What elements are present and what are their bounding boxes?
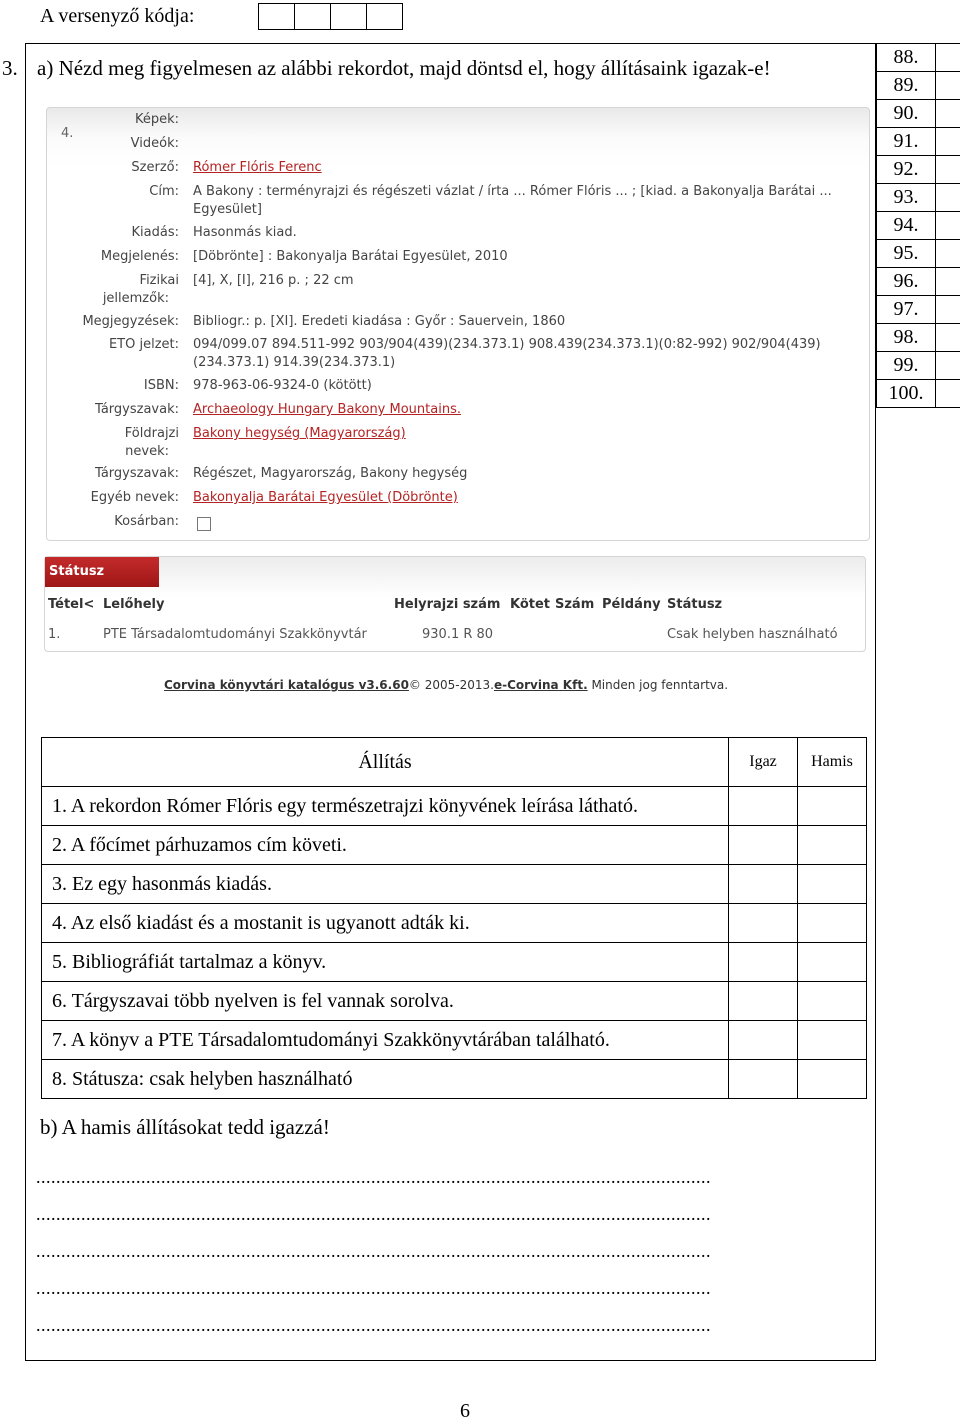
score-row (876, 184, 960, 212)
score-box[interactable] (935, 128, 960, 155)
record-field-link[interactable]: Bakony hegység (Magyarország) (193, 426, 406, 441)
claim-row (42, 982, 867, 1021)
score-number: 91. (876, 128, 935, 155)
score-number: 89. (876, 72, 935, 99)
claims-header-true: Igaz (729, 738, 798, 787)
code-box[interactable] (331, 4, 367, 29)
record-field-value: Bibliogr.: p. [XI]. Eredeti kiadása : Győr : Sauervein, 1860 (193, 314, 566, 329)
claim-row (42, 787, 867, 826)
claim-text: 8. Státusza: csak helyben használható (42, 1060, 729, 1099)
rights-text: Minden jog fenntartva. (587, 678, 729, 692)
true-answer-box[interactable] (729, 826, 798, 865)
score-box[interactable] (935, 44, 960, 71)
record-field-label: Tárgyszavak: (95, 466, 179, 481)
score-row (876, 380, 960, 408)
score-box[interactable] (935, 380, 960, 407)
answer-line[interactable]: ....................................................................................................................................... (36, 1167, 711, 1187)
status-row-callnumber: 930.1 R 80 (422, 627, 494, 642)
code-box[interactable] (295, 4, 331, 29)
record-field-label: jellemzők: (102, 291, 169, 306)
score-row (876, 128, 960, 156)
true-answer-box[interactable] (729, 787, 798, 826)
score-row (876, 296, 960, 324)
score-box[interactable] (935, 324, 960, 351)
record-field-label: Megjelenés: (100, 249, 179, 264)
status-row-index: 1. (48, 627, 61, 642)
record-field-value: Hasonmás kiad. (193, 225, 297, 240)
record-field-link[interactable]: Archaeology Hungary Bakony Mountains. (193, 402, 461, 417)
status-header-item[interactable]: Tétel< (48, 597, 95, 612)
status-tab[interactable]: Státusz (45, 557, 159, 587)
claim-text: 5. Bibliográfiát tartalmaz a könyv. (42, 943, 729, 982)
score-box[interactable] (935, 268, 960, 295)
claims-table (41, 737, 867, 1099)
claims-header-statement: Állítás (42, 738, 729, 787)
false-answer-box[interactable] (798, 943, 867, 982)
record-field-label: Kiadás: (131, 225, 179, 240)
record-field-value: Egyesület] (193, 202, 262, 217)
status-header-status[interactable]: Státusz (667, 597, 723, 612)
status-panel (44, 556, 866, 652)
score-row (876, 72, 960, 100)
record-field-label: Fizikai (139, 273, 179, 288)
page-number: 6 (460, 1400, 470, 1422)
claim-text: 4. Az első kiadást és a mostanit is ugyanott adták ki. (42, 904, 729, 943)
answer-line[interactable]: ....................................................................................................................................... (36, 1315, 711, 1335)
false-answer-box[interactable] (798, 787, 867, 826)
record-field-label: Cím: (149, 184, 179, 199)
status-header-copy[interactable]: Példány (602, 597, 661, 612)
score-box[interactable] (935, 184, 960, 211)
score-row (876, 352, 960, 380)
score-number: 95. (876, 240, 935, 267)
claim-row (42, 1021, 867, 1060)
claim-text: 2. A főcímet párhuzamos cím követi. (42, 826, 729, 865)
score-row (876, 240, 960, 268)
answer-line[interactable]: ....................................................................................................................................... (36, 1204, 711, 1224)
false-answer-box[interactable] (798, 1060, 867, 1099)
score-number: 96. (876, 268, 935, 295)
score-number: 98. (876, 324, 935, 351)
record-field-label: Videók: (130, 136, 179, 151)
score-row (876, 100, 960, 128)
catalog-screenshot (38, 103, 870, 715)
false-answer-box[interactable] (798, 982, 867, 1021)
status-row-status: Csak helyben használható (667, 627, 838, 642)
score-box[interactable] (935, 240, 960, 267)
claim-row (42, 943, 867, 982)
score-number: 92. (876, 156, 935, 183)
score-number: 97. (876, 296, 935, 323)
catalog-footer (164, 678, 728, 692)
record-field-label: Képek: (134, 112, 179, 127)
claim-text: 3. Ez egy hasonmás kiadás. (42, 865, 729, 904)
code-box[interactable] (259, 4, 295, 29)
record-field-label: ETO jelzet: (108, 337, 179, 352)
record-field-link[interactable]: Bakonyalja Barátai Egyesület (Döbrönte) (193, 490, 458, 505)
answer-line[interactable]: ....................................................................................................................................... (36, 1241, 711, 1261)
catalog-version-link[interactable]: Corvina könyvtári katalógus v3.6.60 (164, 678, 409, 692)
record-field-value: A Bakony : terményrajzi és régészeti vázlat / írta ... Rómer Flóris ... ; [kiad. a Bakonyalja Barátai ... (193, 184, 832, 199)
task-a-instruction: a) Nézd meg figyelmesen az alábbi rekordot, majd döntsd el, hogy állításaink igazak-e! (37, 56, 771, 80)
record-field-label: nevek: (125, 444, 169, 459)
task-b-instruction: b) A hamis állításokat tedd igazzá! (40, 1115, 330, 1139)
claim-row (42, 865, 867, 904)
false-answer-box[interactable] (798, 826, 867, 865)
score-box[interactable] (935, 100, 960, 127)
record-number: 4. (61, 126, 74, 141)
score-number: 93. (876, 184, 935, 211)
answer-line[interactable]: ....................................................................................................................................... (36, 1278, 711, 1298)
claim-row (42, 826, 867, 865)
true-answer-box[interactable] (729, 943, 798, 982)
record-field-value: [4], X, [I], 216 p. ; 22 cm (193, 273, 354, 288)
claims-header-false: Hamis (798, 738, 867, 787)
status-header-number[interactable]: Szám (555, 597, 595, 612)
record-field-value: [Döbrönte] : Bakonyalja Barátai Egyesület, 2010 (193, 249, 508, 264)
score-row (876, 43, 960, 72)
status-header-callnumber[interactable]: Helyrajzi szám (394, 597, 501, 612)
record-field-label: Tárgyszavak: (95, 402, 179, 417)
score-row (876, 212, 960, 240)
score-row (876, 268, 960, 296)
status-header-volume[interactable]: Kötet (510, 597, 551, 612)
basket-checkbox[interactable] (197, 517, 211, 531)
record-field-label: Megjegyzések: (82, 314, 179, 329)
score-number: 94. (876, 212, 935, 239)
record-field-label: Kosárban: (114, 514, 179, 529)
competitor-code-label: A versenyző kódja: (40, 5, 195, 27)
score-box[interactable] (935, 156, 960, 183)
true-answer-box[interactable] (729, 982, 798, 1021)
true-answer-box[interactable] (729, 865, 798, 904)
true-answer-box[interactable] (729, 1021, 798, 1060)
company-link[interactable]: e-Corvina Kft. (493, 678, 588, 692)
record-field-label: Szerző: (131, 160, 179, 175)
claim-row (42, 904, 867, 943)
record-panel (46, 107, 870, 541)
record-field-label: Egyéb nevek: (90, 490, 179, 505)
false-answer-box[interactable] (798, 865, 867, 904)
false-answer-box[interactable] (798, 904, 867, 943)
score-row (876, 156, 960, 184)
code-box[interactable] (367, 4, 402, 29)
score-row (876, 324, 960, 352)
true-answer-box[interactable] (729, 904, 798, 943)
score-box[interactable] (935, 212, 960, 239)
record-field-value: 978-963-06-9324-0 (kötött) (193, 378, 372, 393)
claim-text: 1. A rekordon Rómer Flóris egy természetrajzi könyvének leírása látható. (42, 787, 729, 826)
score-number: 90. (876, 100, 935, 127)
score-box[interactable] (935, 296, 960, 323)
task-number: 3. (2, 56, 18, 80)
record-field-value: 094/099.07 894.511-992 903/904(439)(234.373.1) 908.439(234.373.1)(0:82-992) 902/904(439) (193, 337, 821, 352)
score-box[interactable] (935, 72, 960, 99)
record-field-label: Földrajzi (124, 426, 179, 441)
claim-text: 7. A könyv a PTE Társadalomtudományi Szakkönyvtárában található. (42, 1021, 729, 1060)
status-row-location: PTE Társadalomtudományi Szakkönyvtár (103, 627, 367, 642)
record-field-label: ISBN: (143, 378, 179, 393)
score-column (876, 43, 960, 408)
score-number: 99. (876, 352, 935, 379)
score-number: 88. (876, 44, 935, 71)
record-field-value: Régészet, Magyarország, Bakony hegység (193, 466, 468, 481)
competitor-code-boxes[interactable] (258, 3, 403, 30)
claim-text: 6. Tárgyszavai több nyelven is fel vannak sorolva. (42, 982, 729, 1021)
false-answer-box[interactable] (798, 1021, 867, 1060)
copyright-text: © 2005-2013. (408, 678, 494, 692)
score-number: 100. (876, 380, 935, 407)
record-field-link[interactable]: Rómer Flóris Ferenc (193, 160, 322, 175)
claim-row (42, 1060, 867, 1099)
score-box[interactable] (935, 352, 960, 379)
record-field-value: (234.373.1) 914.39(234.373.1) (193, 355, 396, 370)
status-header-location[interactable]: Lelőhely (103, 597, 165, 612)
true-answer-box[interactable] (729, 1060, 798, 1099)
